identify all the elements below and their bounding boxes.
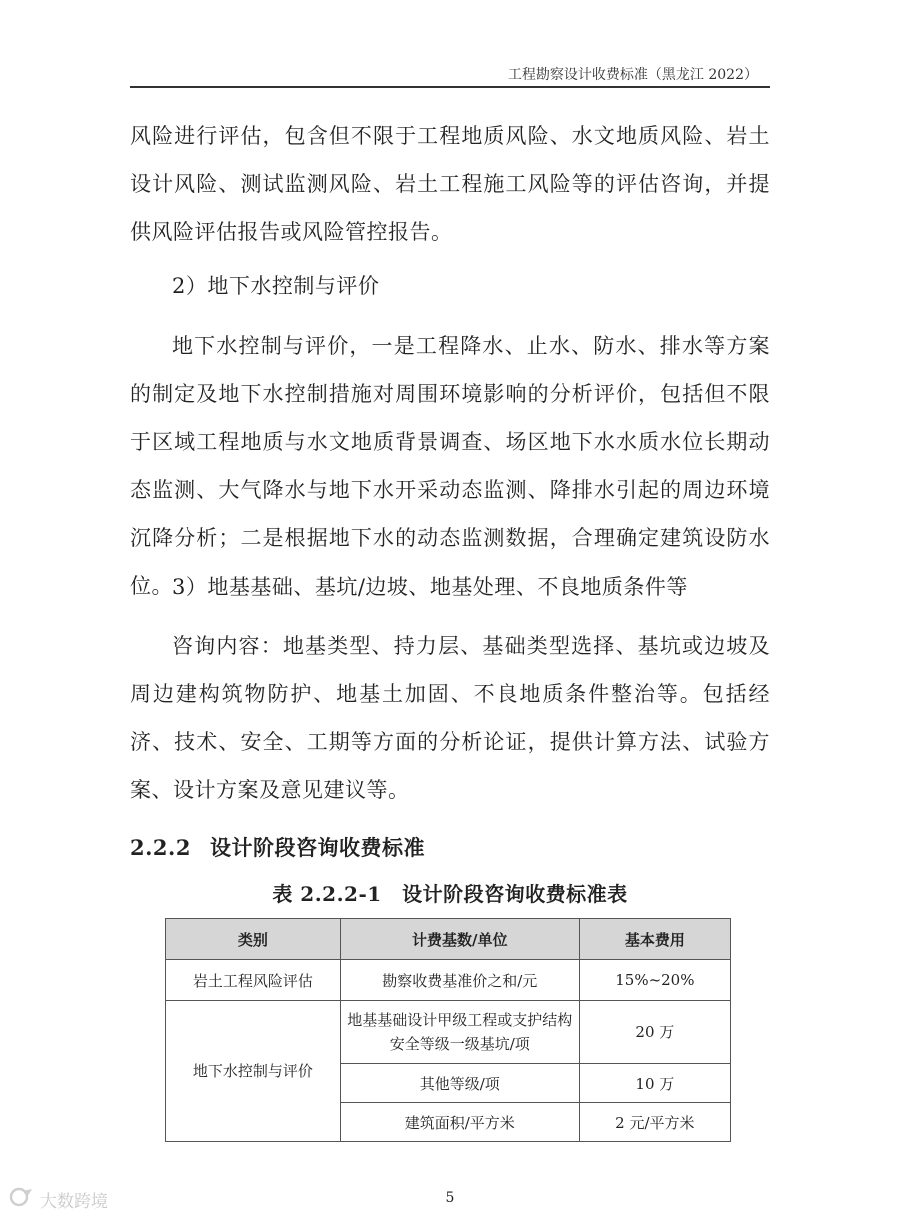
item-heading-groundwater: 2）地下水控制与评价 [172,274,380,298]
section-number: 2.2.2 [130,835,191,860]
watermark-text: 大数跨境 [40,1192,108,1212]
section-heading [130,832,425,862]
header-basis: 计费基数/单位 [340,919,579,960]
table-row [166,1001,731,1064]
watermark [8,1186,108,1213]
page-number: 5 [445,1190,455,1206]
cell-basis: 勘察收费基准价之和/元 [340,960,579,1001]
header-fee: 基本费用 [579,919,730,960]
cell-fee: 20 万 [579,1001,730,1064]
cell-category: 地下水控制与评价 [166,1001,341,1142]
cell-fee: 15%~20% [579,960,730,1001]
section-title: 设计阶段咨询收费标准 [210,835,425,860]
paragraph-risk-assessment: 风险进行评估，包含但不限于工程地质风险、水文地质风险、岩土设计风险、测试监测风险、岩土工程施工风险等的评估咨询，并提供风险评估报告或风险管控报告。 [130,124,770,244]
table-header-row [166,919,731,960]
cell-category: 岩土工程风险评估 [166,960,341,1001]
header-divider [130,86,770,88]
paragraph-groundwater: 地下水控制与评价，一是工程降水、止水、防水、排水等方案的制定及地下水控制措施对周围环境影响的分析评价，包括但不限于区域工程地质与水文地质背景调查、场区地下水水质水位长期动态监测、大气降水与地下水开采动态监测、降排水引起的周边环境沉降分析；二是根据地下水的动态监测数据，合理确定建筑设防水位。 [130,334,770,598]
item-heading-foundation: 3）地基基础、基坑/边坡、地基处理、不良地质条件等 [172,575,688,599]
cell-basis: 其他等级/项 [340,1064,579,1103]
brand-logo-icon [8,1186,34,1213]
header-category: 类别 [166,919,341,960]
table-caption: 表 2.2.2-1 设计阶段咨询收费标准表 [272,882,628,906]
cell-fee: 10 万 [579,1064,730,1103]
table-row [166,960,731,1001]
cell-fee: 2 元/平方米 [579,1103,730,1142]
fee-standard-table [165,918,731,1142]
cell-basis: 建筑面积/平方米 [340,1103,579,1142]
running-header-title: 工程勘察设计收费标准（黑龙江 2022） [507,67,758,83]
cell-basis: 地基基础设计甲级工程或支护结构安全等级一级基坑/项 [340,1001,579,1064]
paragraph-consulting-content: 咨询内容：地基类型、持力层、基础类型选择、基坑或边坡及周边建构筑物防护、地基土加固、不良地质条件整治等。包括经济、技术、安全、工期等方面的分析论证，提供计算方法、试验方案、设计方案及意见建议等。 [130,634,770,802]
